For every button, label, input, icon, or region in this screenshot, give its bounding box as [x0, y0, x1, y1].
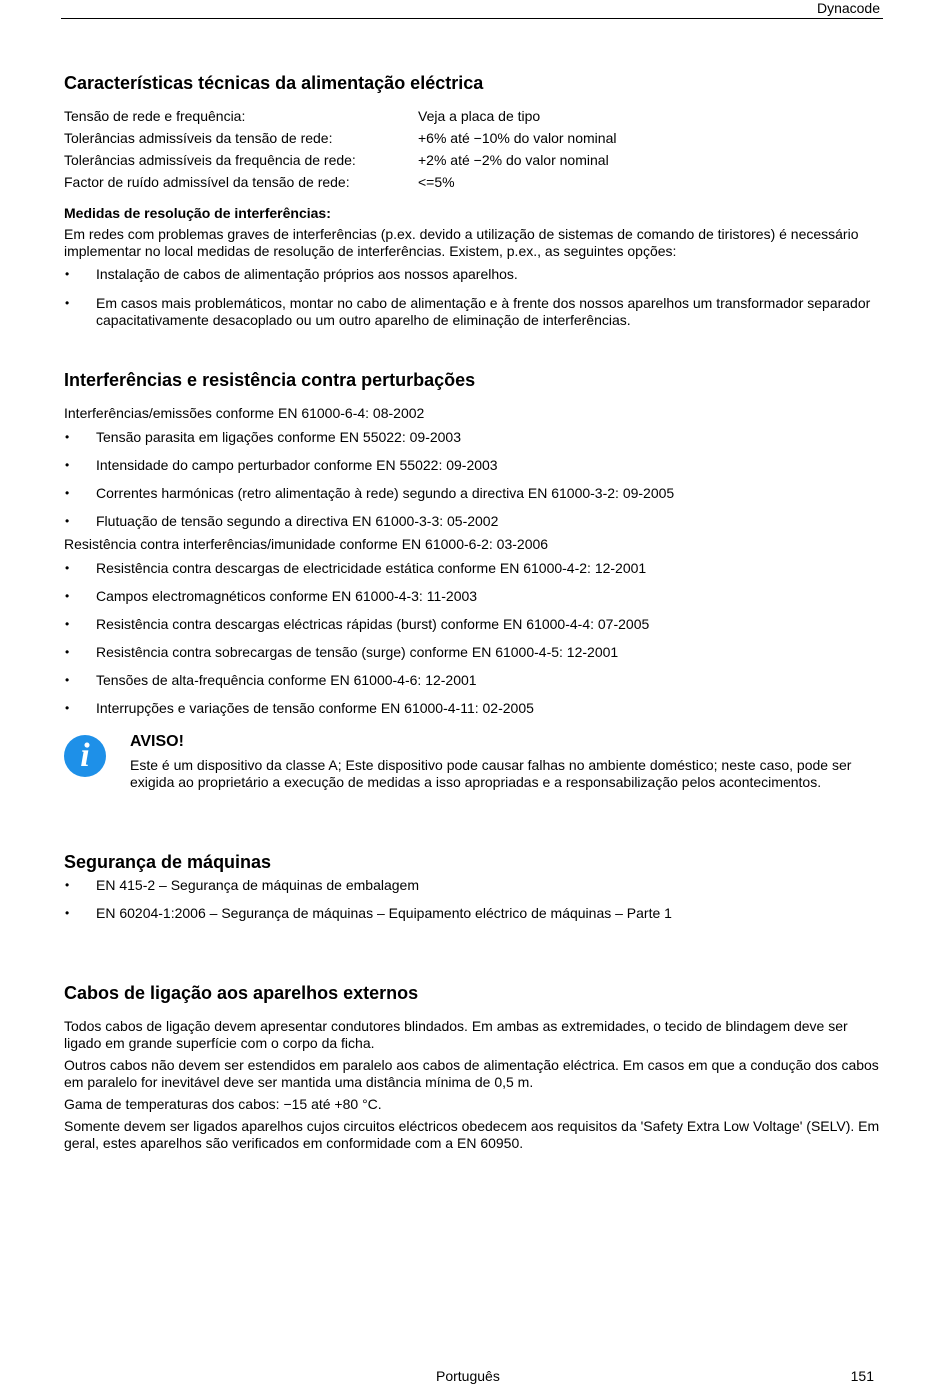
- spec-row: [64, 108, 882, 130]
- page-content: [64, 72, 882, 1152]
- list-item: • Instalação de cabos de alimentação próprios aos nossos aparelhos.: [64, 266, 882, 283]
- interference-measures-heading: Medidas de resolução de interferências:: [64, 205, 331, 221]
- spec-row: [64, 130, 882, 152]
- list-item: • Interrupções e variações de tensão conforme EN 61000-4-11: 02-2005: [64, 700, 882, 717]
- interference-measures-list: [64, 266, 882, 329]
- list-item: • Resistência contra descargas de electricidade estática conforme EN 61000-4-2: 12-2001: [64, 560, 882, 577]
- list-item: • Tensões de alta-frequência conforme EN 61000-4-6: 12-2001: [64, 672, 882, 689]
- footer-language: Português: [436, 1368, 500, 1384]
- immunity-list: [64, 560, 882, 717]
- spec-value: +2% até −2% do valor nominal: [418, 152, 609, 168]
- spec-key: Tensão de rede e frequência:: [64, 108, 246, 124]
- header-rule: [61, 18, 883, 19]
- immunity-intro: Resistência contra interferências/imunidade conforme EN 61000-6-2: 03-2006: [64, 536, 549, 552]
- notice-title: AVISO!: [130, 733, 184, 750]
- list-item: • Flutuação de tensão segundo a directiva EN 61000-3-3: 05-2002: [64, 513, 882, 530]
- spec-key: Tolerâncias admissíveis da tensão de rede:: [64, 130, 333, 146]
- cables-paragraph: Outros cabos não devem ser estendidos em paralelo aos cabos de alimentação eléctrica. Em casos em que a condução dos cabos em paralelo for inevitável deve ser mantida uma distância mínima de 0,5 m.: [64, 1057, 879, 1090]
- spec-value: +6% até −10% do valor nominal: [418, 130, 617, 146]
- interference-measures-text: Em redes com problemas graves de interferências (p.ex. devido a utilização de sistemas de comando de tiristores) é necessário implementar no local medidas de resolução de interferências. Existem, p.ex., as seguintes opções:: [64, 226, 859, 259]
- list-item: • Em casos mais problemáticos, montar no cabo de alimentação e à frente dos nossos aparelhos um transformador separador capacitativamente desacoplado ou um outro aparelho de eliminação de interferências.: [64, 295, 882, 329]
- list-item: • EN 415-2 – Segurança de máquinas de embalagem: [64, 877, 882, 894]
- cables-paragraph: Todos cabos de ligação devem apresentar condutores blindados. Em ambas as extremidades, o tecido de blindagem deve ser ligado em grande superfície com o corpo da ficha.: [64, 1018, 848, 1051]
- emissions-list: [64, 429, 882, 530]
- section-title-power-specs: Características técnicas da alimentação eléctrica: [64, 73, 484, 93]
- machine-safety-list: [64, 877, 882, 922]
- section-title-emc: Interferências e resistência contra perturbações: [64, 370, 476, 390]
- list-item: • Resistência contra sobrecargas de tensão (surge) conforme EN 61000-4-5: 12-2001: [64, 644, 882, 661]
- notice-box: [64, 733, 882, 791]
- list-item: • EN 60204-1:2006 – Segurança de máquinas – Equipamento eléctrico de máquinas – Parte 1: [64, 905, 882, 922]
- spec-key: Factor de ruído admissível da tensão de rede:: [64, 174, 350, 190]
- list-item: • Intensidade do campo perturbador conforme EN 55022: 09-2003: [64, 457, 882, 474]
- spec-key: Tolerâncias admissíveis da frequência de rede:: [64, 152, 356, 168]
- notice-text: Este é um dispositivo da classe A; Este dispositivo pode causar falhas no ambiente doméstico; neste caso, pode ser exigida ao proprietário a execução de medidas a isso apropriadas e a responsabilização pelos acontecimentos.: [130, 757, 852, 790]
- emissions-intro: Interferências/emissões conforme EN 61000-6-4: 08-2002: [64, 405, 425, 421]
- spec-row: [64, 152, 882, 174]
- spec-row: [64, 174, 882, 191]
- section-title-cables: Cabos de ligação aos aparelhos externos: [64, 983, 419, 1003]
- footer-page-number: 151: [850, 1368, 874, 1384]
- header-brand: Dynacode: [816, 0, 880, 16]
- power-spec-table: [64, 108, 882, 191]
- cables-paragraph: Somente devem ser ligados aparelhos cujos circuitos eléctricos obedecem aos requisitos da 'Safety Extra Low Voltage' (SELV). Em geral, estes aparelhos são verificados em conformidade com a EN 60950.: [64, 1118, 880, 1151]
- spec-value: Veja a placa de tipo: [418, 108, 541, 124]
- section-title-machine-safety: Segurança de máquinas: [64, 852, 272, 872]
- list-item: • Tensão parasita em ligações conforme EN 55022: 09-2003: [64, 429, 882, 446]
- list-item: • Resistência contra descargas eléctricas rápidas (burst) conforme EN 61000-4-4: 07-2005: [64, 616, 882, 633]
- list-item: • Campos electromagnéticos conforme EN 61000-4-3: 11-2003: [64, 588, 882, 605]
- cables-paragraph: Gama de temperaturas dos cabos: −15 até +80 °C.: [64, 1096, 382, 1112]
- info-icon: i: [64, 735, 106, 777]
- spec-value: <=5%: [418, 174, 455, 190]
- list-item: • Correntes harmónicas (retro alimentação à rede) segundo a directiva EN 61000-3-2: 09-2005: [64, 485, 882, 502]
